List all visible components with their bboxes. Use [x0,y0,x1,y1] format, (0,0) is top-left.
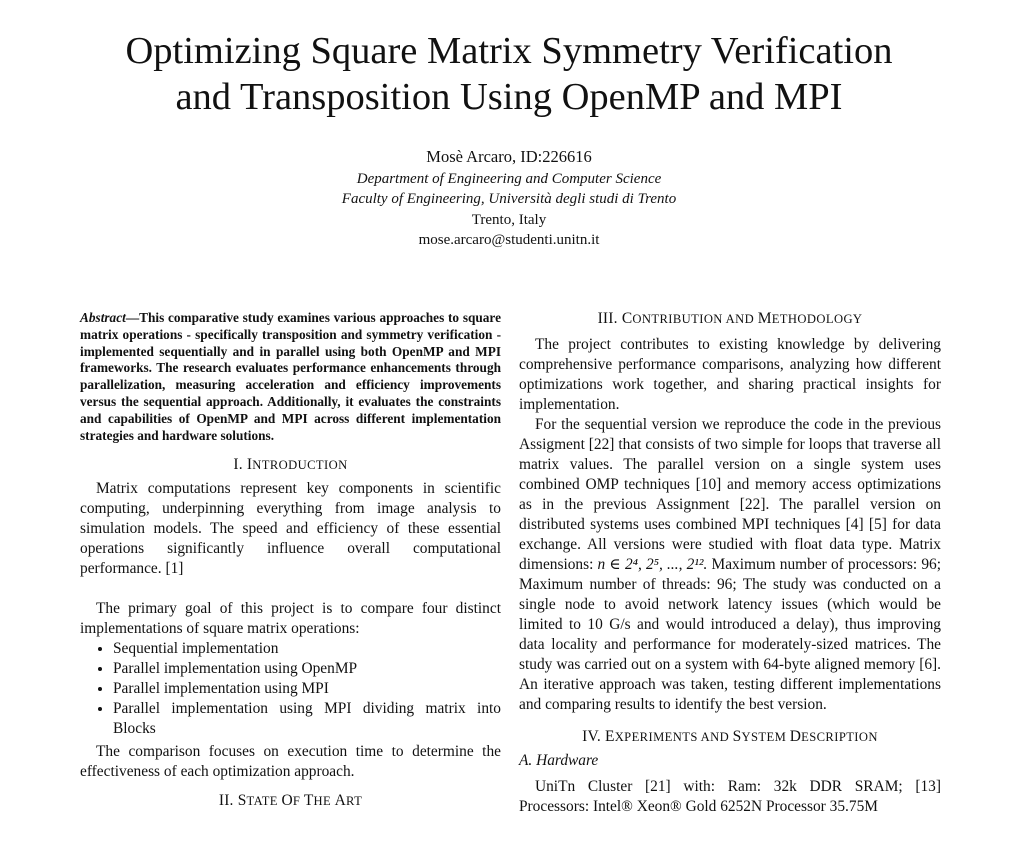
title-line-1: Optimizing Square Matrix Symmetry Verification [125,30,893,72]
section-word: TATE [246,794,282,809]
section-word: T [303,792,314,810]
section-number: IV. [582,728,606,745]
section-word: C [621,310,633,327]
abstract-label: Abstract [80,310,126,325]
abstract [80,310,501,444]
section-heading-state-of-the-art [80,792,501,810]
right-column [519,310,941,817]
section-word: RT [346,794,363,809]
section-initial: I [246,456,253,474]
author-name: Mosè Arcaro, ID:226616 [426,147,592,166]
contrib-text-b: Maximum number of processors: 96; Maximum number of threads: 96; The study was conducted on a single node to avoid network latency issues (which would be limited to 10 G/s and would introduced a delay), thus improving data locality and performance for moderately-sized matrices. The study was carried out on a system with 64-byte aligned memory [6]. An iterative approach was taken, testing different implementations and comparing results to identify the best version. [519,556,941,713]
title-line-2: and Transposition Using OpenMP and MPI [175,76,843,118]
section-word: ESCRIPTION [801,730,878,744]
contrib-paragraph-2 [519,415,941,715]
section-word: HE [313,794,335,809]
section-heading-introduction [80,456,501,474]
hardware-paragraph: UniTn Cluster [21] with: Ram: 32k DDR SRAM; [13] Processors: Intel® Xeon® Gold 6252N Processor 35.75M [519,778,941,815]
section-word: ETHODOLOGY [771,312,863,326]
list-item: • Parallel implementation using MPI [113,679,501,699]
section-word: XPERIMENTS AND [614,730,733,744]
subsection-heading-hardware: A. Hardware [519,752,599,769]
author-faculty: Faculty of Engineering, Università degli studi di Trento [341,191,677,207]
matrix-dimensions-formula: n ∈ 2⁴, 2⁵, ..., 2¹². [597,556,708,573]
section-word: A [334,792,347,810]
section-word: O [281,792,293,810]
section-word: S [732,728,742,745]
left-column [80,310,501,810]
section-word: F [292,794,304,809]
section-rest: NTRODUCTION [252,458,348,473]
section-word: ONTRIBUTION AND [632,312,758,326]
abstract-text: —This comparative study examines various approaches to square matrix operations - specifically transposition and symmetry verification - implemented sequentially and in parallel using both OpenMP and MPI frameworks. The research evaluates performance enhancements through parallelization, measuring acceleration and efficiency improvements versus the sequential approach. Additionally, it evaluates the constraints and capabilities of OpenMP and MPI across different implementation strategies and hardware solutions. [80,310,501,443]
section-word: S [237,792,247,810]
contrib-paragraph-1: The project contributes to existing knowledge by delivering comprehensive performance comparisons, analyzing how different optimizations work together, and sharing practical insights for implementation. [519,336,941,413]
intro-paragraph-2: The primary goal of this project is to compare four distinct implementations of square matrix operations: [80,600,501,638]
implementation-list [80,639,501,739]
list-item: • Sequential implementation [113,639,501,659]
section-number: III. [597,310,622,327]
section-number: I. [233,456,247,474]
section-word: D [789,728,802,745]
section-heading-experiments [519,728,941,746]
list-item: • Parallel implementation using MPI dividing matrix into Blocks [113,699,501,739]
author-email: mose.arcaro@studenti.unitn.it [418,232,600,248]
section-word: YSTEM [741,730,790,744]
section-number: II. [218,792,238,810]
paper-title [0,28,1018,120]
intro-paragraph-1: Matrix computations represent key components in scientific computing, underpinning everything from image analysis to simulation models. The speed and efficiency of these essential operations significantly influence overall computational performance. [1] [80,480,501,578]
intro-paragraph-3: The comparison focuses on execution time to determine the effectiveness of each optimization approach. [80,743,501,781]
author-location: Trento, Italy [471,211,547,228]
author-block [0,147,1018,251]
section-heading-contribution [519,310,941,328]
contrib-text-a: For the sequential version we reproduce the code in the previous Assigment [22] that consists of two simple for loops that traverse all matrix values. The parallel version on a single system uses combined OMP techniques [10] and memory access optimizations as in the previous Assignment [22]. The parallel version on distributed systems uses combined MPI techniques [4] [5] for data exchange. All versions were studied with float data type. Matrix dimensions: [519,416,941,573]
list-item: • Parallel implementation using OpenMP [113,659,501,679]
section-word: M [757,310,772,327]
section-word: E [605,728,615,745]
author-department: Department of Engineering and Computer Science [356,170,662,187]
